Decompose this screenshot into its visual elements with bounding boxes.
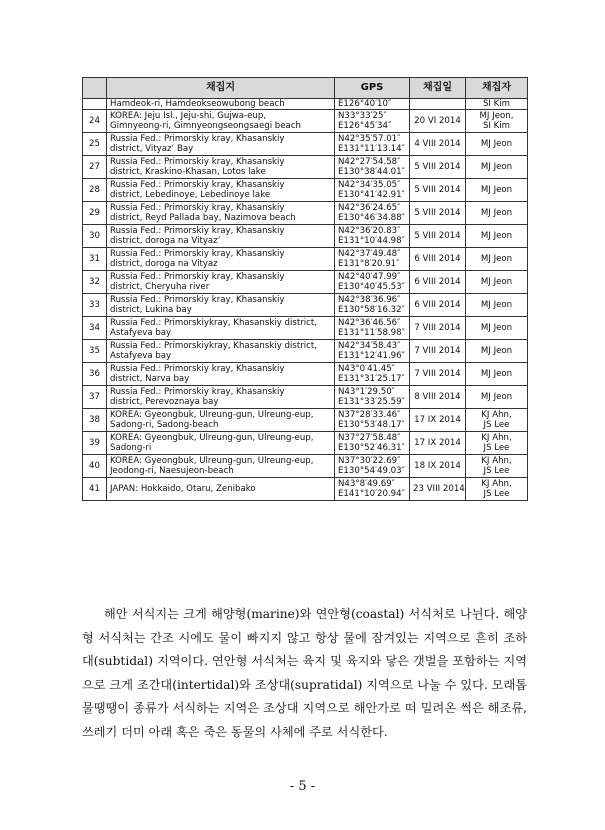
- table-row: [83, 432, 528, 455]
- cell-site: [107, 386, 335, 409]
- cell-collector: [466, 179, 528, 202]
- table-row: [83, 179, 528, 202]
- gps-line: N42°38′36.96″: [338, 294, 401, 305]
- cell-site: [107, 294, 335, 317]
- collector-line: MJ Jeon: [480, 207, 513, 218]
- cell-collector: [466, 386, 528, 409]
- cell-site: [107, 432, 335, 455]
- gps-line: E130°46′34.88″: [338, 213, 405, 223]
- gps-line: N42°37′49.48″: [338, 248, 401, 259]
- collector-line: MJ Jeon: [480, 322, 513, 333]
- collector-line: MJ Jeon: [480, 276, 513, 287]
- site-line: Gimnyeong-ri, Gimnyeongseongsaegi beach: [110, 121, 301, 131]
- gps-line: E131°31′25.17″: [338, 374, 405, 384]
- cell-number: [83, 99, 107, 110]
- cell-number: 28: [83, 179, 107, 202]
- cell-gps: [335, 110, 410, 133]
- site-line: Russia Fed.: Primorskiy kray, Khasanskiy: [110, 179, 285, 190]
- gps-line: E141°10′20.94″: [338, 489, 405, 499]
- cell-gps: [335, 363, 410, 386]
- gps-line: N37°28′33.46″: [338, 409, 401, 420]
- cell-date: 17 IX 2014: [410, 432, 466, 455]
- cell-site: [107, 409, 335, 432]
- site-line: Russia Fed.: Primorskiy kray, Khasanskiy: [110, 363, 285, 374]
- cell-number: 27: [83, 156, 107, 179]
- collector-line: MJ Jeon: [480, 161, 513, 172]
- site-line: Russia Fed.: Primorskiykray, Khasanskiy district,: [110, 317, 317, 328]
- site-line: district, Reyd Pallada bay, Nazimova beach: [110, 213, 296, 223]
- cell-collector: [466, 409, 528, 432]
- site-line: Astafyeva bay: [110, 351, 172, 361]
- cell-number: 32: [83, 271, 107, 294]
- cell-date: 20 VI 2014: [410, 110, 466, 133]
- collector-line: MJ Jeon: [480, 253, 513, 264]
- gps-line: N42°34′35.05″: [338, 179, 401, 190]
- gps-line: E131°8′20.91″: [338, 259, 400, 269]
- cell-collector: [466, 455, 528, 478]
- gps-line: E130°52′46.31″: [338, 443, 405, 453]
- gps-line: E130°58′16.32″: [338, 305, 405, 315]
- site-line: Russia Fed.: Primorskiy kray, Khasanskiy: [110, 156, 285, 167]
- cell-site: [107, 363, 335, 386]
- cell-gps: [335, 478, 410, 501]
- site-line: district, Lukina bay: [110, 305, 192, 315]
- collector-line: JS Lee: [483, 466, 510, 476]
- site-line: district, Lebedinoye, Lebedinoye lake: [110, 190, 271, 200]
- cell-collector: [466, 156, 528, 179]
- table-row: [83, 409, 528, 432]
- cell-gps: [335, 202, 410, 225]
- cell-gps: [335, 455, 410, 478]
- site-line: district, Perevoznaya bay: [110, 397, 219, 407]
- table-row: [83, 455, 528, 478]
- gps-line: N42°36′46.56″: [338, 317, 401, 328]
- cell-gps: [335, 386, 410, 409]
- gps-line: E126°45′34″: [338, 121, 392, 131]
- site-line: Russia Fed.: Primorskiykray, Khasanskiy district,: [110, 340, 317, 351]
- collector-line: KJ Ahn,: [481, 432, 512, 443]
- cell-number: 24: [83, 110, 107, 133]
- gps-line: E131°10′44.98″: [338, 236, 405, 246]
- cell-number: 39: [83, 432, 107, 455]
- cell-site: [107, 317, 335, 340]
- cell-site: [107, 271, 335, 294]
- cell-site: [107, 248, 335, 271]
- table-row: [83, 340, 528, 363]
- page-number: - 5 -: [289, 779, 316, 794]
- site-line: KOREA: Gyeongbuk, Ulreung-gun, Ulreung-eup,: [110, 455, 314, 466]
- collector-line: JS Lee: [483, 489, 510, 499]
- gps-line: E131°11′58.98″: [338, 328, 405, 338]
- site-line: Astafyeva bay: [110, 328, 172, 338]
- cell-number: 29: [83, 202, 107, 225]
- collector-line: KJ Ahn,: [481, 409, 512, 420]
- cell-number: 38: [83, 409, 107, 432]
- gps-line: E130°53′48.17″: [338, 420, 405, 430]
- cell-date: 17 IX 2014: [410, 409, 466, 432]
- cell-date: 5 VIII 2014: [410, 156, 466, 179]
- site-line: Sadong-ri, Sadong-beach: [110, 420, 219, 430]
- cell-collector: [466, 271, 528, 294]
- site-line: district, doroga na Vityaz: [110, 259, 218, 269]
- header-site: 채집지: [107, 78, 335, 99]
- cell-date: 4 VIII 2014: [410, 133, 466, 156]
- cell-date: 6 VIII 2014: [410, 294, 466, 317]
- site-line: Jeodong-ri, Naesujeon-beach: [110, 466, 234, 476]
- cell-collector: [466, 202, 528, 225]
- cell-collector: [466, 317, 528, 340]
- cell-number: 25: [83, 133, 107, 156]
- cell-number: 36: [83, 363, 107, 386]
- cell-date: 23 VIII 2014: [410, 478, 466, 501]
- cell-gps: [335, 294, 410, 317]
- site-line: district, doroga na Vityaz’: [110, 236, 221, 246]
- gps-line: N42°36′24.65″: [338, 202, 401, 213]
- gps-line: E130°38′44.01″: [338, 167, 405, 177]
- site-line: Sadong-ri: [110, 443, 152, 453]
- cell-date: 8 VIII 2014: [410, 386, 466, 409]
- collector-line: MJ Jeon,: [479, 110, 514, 121]
- cell-date: 5 VIII 2014: [410, 179, 466, 202]
- collector-line: MJ Jeon: [480, 391, 513, 402]
- gps-line: N42°35′57.01″: [338, 133, 401, 144]
- cell-date: 7 VIII 2014: [410, 363, 466, 386]
- specimen-table: [82, 77, 528, 501]
- collector-line: JS Lee: [483, 420, 510, 430]
- gps-line: E126°40′10″: [338, 99, 392, 109]
- cell-date: 5 VIII 2014: [410, 202, 466, 225]
- cell-site: [107, 478, 335, 501]
- gps-line: E130°40′45.53″: [338, 282, 405, 292]
- cell-number: 34: [83, 317, 107, 340]
- site-line: Hamdeok-ri, Hamdeokseowubong beach: [110, 99, 285, 109]
- site-line: Russia Fed.: Primorskiy kray, Khasanskiy: [110, 386, 285, 397]
- site-line: Russia Fed.: Primorskiy kray, Khasanskiy: [110, 248, 285, 259]
- collector-line: KJ Ahn,: [481, 478, 512, 489]
- collector-line: MJ Jeon: [480, 345, 513, 356]
- collector-line: MJ Jeon: [480, 138, 513, 149]
- cell-gps: [335, 156, 410, 179]
- cell-number: 35: [83, 340, 107, 363]
- cell-date: 6 VIII 2014: [410, 271, 466, 294]
- table-header-row: [83, 78, 528, 99]
- table-row: [83, 386, 528, 409]
- collector-line: MJ Jeon: [480, 299, 513, 310]
- cell-collector: [466, 248, 528, 271]
- gps-line: E131°11′13.14″: [338, 144, 405, 154]
- collector-line: JS Lee: [483, 443, 510, 453]
- site-line: district, Narva bay: [110, 374, 190, 384]
- gps-line: E130°41′42.91″: [338, 190, 405, 200]
- collector-line: MJ Jeon: [480, 368, 513, 379]
- cell-gps: [335, 133, 410, 156]
- cell-collector: [466, 363, 528, 386]
- gps-line: N42°40′47.99″: [338, 271, 401, 282]
- site-line: JAPAN: Hokkaido, Otaru, Zenibako: [110, 483, 256, 494]
- cell-gps: [335, 317, 410, 340]
- gps-line: E131°12′41.96″: [338, 351, 405, 361]
- cell-gps: [335, 271, 410, 294]
- gps-line: N33°33′25″: [338, 110, 387, 121]
- cell-date: 5 VIII 2014: [410, 225, 466, 248]
- cell-site: [107, 225, 335, 248]
- gps-line: N43°0′41.45″: [338, 363, 395, 374]
- gps-line: N42°36′20.83″: [338, 225, 401, 236]
- cell-number: 40: [83, 455, 107, 478]
- gps-line: N43°1′29.50″: [338, 386, 395, 397]
- site-line: KOREA: Jeju Isl., Jeju-shi, Gujwa-eup,: [110, 110, 267, 121]
- table-row: [83, 271, 528, 294]
- cell-collector: [466, 110, 528, 133]
- cell-collector: [466, 294, 528, 317]
- body-paragraph: 해안 서식지는 크게 해양형(marine)와 연안형(coastal) 서식처로 나뉜다. 해양형 서식처는 간조 시에도 물이 빠지지 않고 항상 물에 잠겨있는 지역으로 흔히 조하대(subtidal) 지역이다. 연안형 서식처는 육지 및 육지와 닿은 갯벌을 포함하는 지역으로 크게 조간대(intertidal)와 조상대(supratidal) 지역으로 나눌 수 있다. 모래톱물땡땡이 종류가 서식하는 지역은 조상대 지역으로 해안가로 떠 밀려온 썩은 해조류, 쓰레기 더미 아래 혹은 죽은 동물의 사체에 주로 서식한다.: [82, 607, 527, 739]
- collector-line: MJ Jeon: [480, 230, 513, 241]
- cell-number: 31: [83, 248, 107, 271]
- cell-site: [107, 110, 335, 133]
- cell-collector: [466, 340, 528, 363]
- gps-line: N42°27′54.58″: [338, 156, 401, 167]
- site-line: Russia Fed.: Primorskiy kray, Khasanskiy: [110, 271, 285, 282]
- collector-line: SI Kim: [482, 99, 511, 109]
- table-row: [83, 478, 528, 501]
- cell-gps: [335, 340, 410, 363]
- gps-line: E130°54′49.03″: [338, 466, 405, 476]
- cell-gps: [335, 248, 410, 271]
- cell-date: 6 VIII 2014: [410, 248, 466, 271]
- cell-gps: [335, 179, 410, 202]
- cell-collector: [466, 478, 528, 501]
- cell-gps: [335, 409, 410, 432]
- header-collector: 채집자: [466, 78, 528, 99]
- table-row: [83, 99, 528, 110]
- cell-site: [107, 179, 335, 202]
- site-line: KOREA: Gyeongbuk, Ulreung-gun, Ulreung-eup,: [110, 409, 314, 420]
- collector-line: MJ Jeon: [480, 184, 513, 195]
- gps-line: N43°8′49.69″: [338, 478, 395, 489]
- header-number: [83, 78, 107, 99]
- table-row: [83, 225, 528, 248]
- cell-collector: [466, 432, 528, 455]
- site-line: KOREA: Gyeongbuk, Ulreung-gun, Ulreung-eup,: [110, 432, 314, 443]
- cell-date: [410, 99, 466, 110]
- cell-gps: [335, 432, 410, 455]
- site-line: Russia Fed.: Primorskiy kray, Khasanskiy: [110, 225, 285, 236]
- cell-gps: [335, 225, 410, 248]
- cell-site: [107, 455, 335, 478]
- table-row: [83, 202, 528, 225]
- cell-number: 33: [83, 294, 107, 317]
- table-row: [83, 110, 528, 133]
- gps-line: E131°33′25.59″: [338, 397, 405, 407]
- table-row: [83, 133, 528, 156]
- table-row: [83, 317, 528, 340]
- gps-line: N42°34′58.43″: [338, 340, 401, 351]
- cell-collector: [466, 225, 528, 248]
- site-line: district, Kraskino-Khasan, Lotos lake: [110, 167, 266, 177]
- cell-number: 30: [83, 225, 107, 248]
- cell-date: 7 VIII 2014: [410, 317, 466, 340]
- cell-site: [107, 99, 335, 110]
- cell-site: [107, 202, 335, 225]
- table-body: [83, 99, 528, 501]
- header-date: 채집일: [410, 78, 466, 99]
- table-row: [83, 156, 528, 179]
- cell-number: 37: [83, 386, 107, 409]
- table-row: [83, 248, 528, 271]
- cell-site: [107, 340, 335, 363]
- cell-site: [107, 156, 335, 179]
- site-line: Russia Fed.: Primorskiy kray, Khasanskiy: [110, 202, 285, 213]
- site-line: Russia Fed.: Primorskiy kray, Khasanskiy: [110, 133, 285, 144]
- cell-collector: [466, 99, 528, 110]
- cell-collector: [466, 133, 528, 156]
- table-row: [83, 294, 528, 317]
- site-line: district, Cheryuha river: [110, 282, 210, 292]
- cell-site: [107, 133, 335, 156]
- cell-gps: [335, 99, 410, 110]
- site-line: district, Vityaz’ Bay: [110, 144, 194, 154]
- cell-date: 18 IX 2014: [410, 455, 466, 478]
- site-line: Russia Fed.: Primorskiy kray, Khasanskiy: [110, 294, 285, 305]
- gps-line: N37°30′22.69″: [338, 455, 401, 466]
- table-row: [83, 363, 528, 386]
- collector-line: KJ Ahn,: [481, 455, 512, 466]
- cell-date: 7 VIII 2014: [410, 340, 466, 363]
- collector-line: SI Kim: [482, 121, 511, 131]
- cell-number: 41: [83, 478, 107, 501]
- gps-line: N37°27′58.48″: [338, 432, 401, 443]
- header-gps: GPS: [335, 78, 410, 99]
